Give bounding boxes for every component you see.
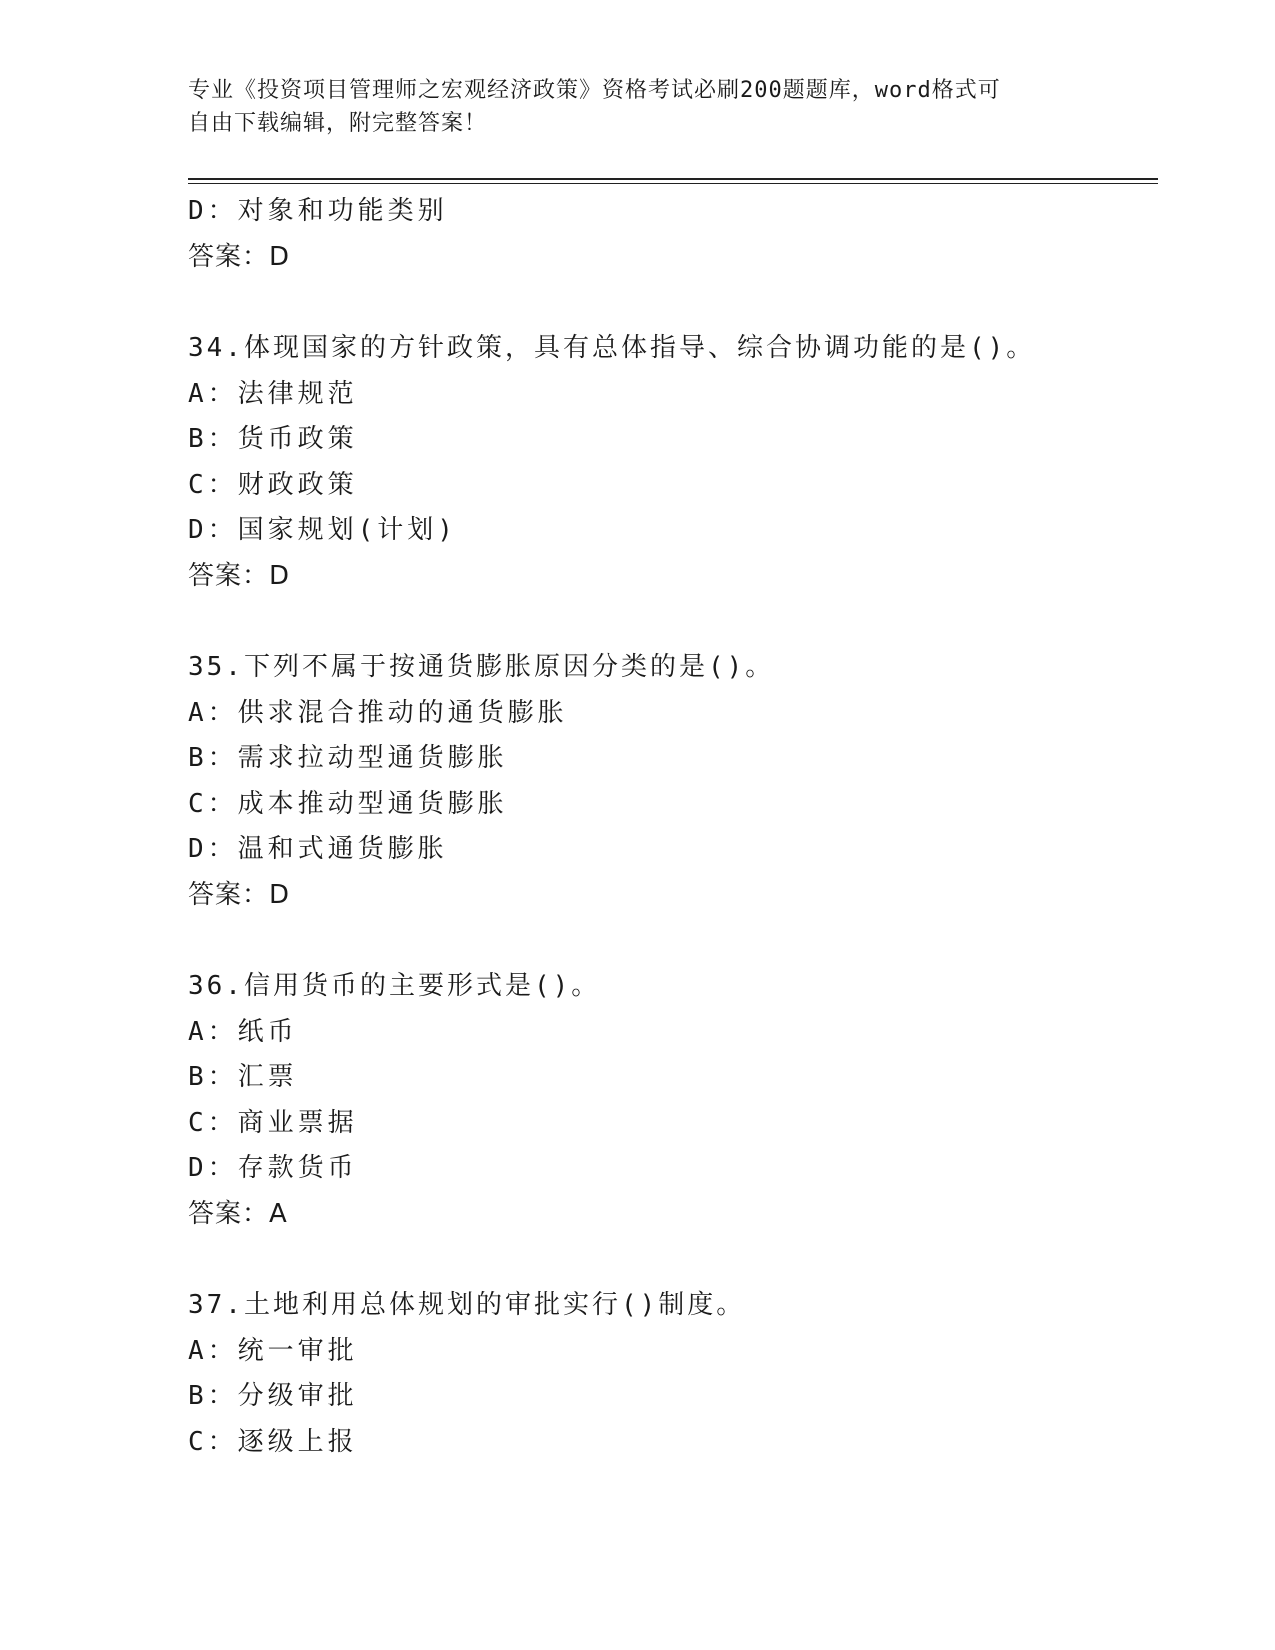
option-d: D：对象和功能类别 bbox=[188, 196, 448, 226]
spacer bbox=[188, 1237, 1158, 1283]
header-divider-thick bbox=[188, 178, 1158, 180]
header-divider-thin bbox=[188, 183, 1158, 184]
question-block-36 bbox=[188, 964, 1158, 1237]
answer-line: 答案：D bbox=[188, 879, 291, 910]
option-b: B：需求拉动型通货膨胀 bbox=[188, 743, 508, 773]
option-d: D：温和式通货膨胀 bbox=[188, 834, 448, 864]
question-block-34 bbox=[188, 326, 1158, 599]
question-list bbox=[188, 189, 1158, 1465]
option-d: D：存款货币 bbox=[188, 1153, 358, 1183]
question-block-37 bbox=[188, 1283, 1158, 1465]
option-b: B：分级审批 bbox=[188, 1381, 358, 1411]
option-c: C：财政政策 bbox=[188, 469, 358, 500]
header-title-line-1: 专业《投资项目管理师之宏观经济政策》资格考试必刷200题题库，word格式可 bbox=[188, 78, 1001, 103]
option-b: B：货币政策 bbox=[188, 424, 358, 454]
option-b: B：汇票 bbox=[188, 1062, 298, 1092]
option-a: A：统一审批 bbox=[188, 1335, 358, 1366]
option-c: C：商业票据 bbox=[188, 1107, 358, 1138]
question-text: 37.土地利用总体规划的审批实行()制度。 bbox=[188, 1290, 746, 1320]
option-c: C：逐级上报 bbox=[188, 1426, 358, 1457]
option-a: A：纸币 bbox=[188, 1016, 298, 1047]
answer-line: 答案：D bbox=[188, 560, 291, 591]
document-header bbox=[188, 74, 1068, 140]
spacer bbox=[188, 599, 1158, 645]
option-c: C：成本推动型通货膨胀 bbox=[188, 788, 508, 819]
question-fragment-33 bbox=[188, 189, 1158, 280]
option-d: D：国家规划(计划) bbox=[188, 515, 457, 545]
spacer bbox=[188, 918, 1158, 964]
header-title-line-2: 自由下载编辑，附完整答案！ bbox=[188, 111, 488, 136]
answer-line: 答案：D bbox=[188, 241, 291, 272]
question-block-35 bbox=[188, 645, 1158, 918]
answer-line: 答案：A bbox=[188, 1198, 288, 1229]
question-text: 36.信用货币的主要形式是()。 bbox=[188, 971, 601, 1001]
option-a: A：法律规范 bbox=[188, 378, 358, 409]
spacer bbox=[188, 280, 1158, 326]
question-text: 35.下列不属于按通货膨胀原因分类的是()。 bbox=[188, 652, 775, 682]
option-a: A：供求混合推动的通货膨胀 bbox=[188, 697, 568, 728]
question-text: 34.体现国家的方针政策，具有总体指导、综合协调功能的是()。 bbox=[188, 333, 1036, 363]
